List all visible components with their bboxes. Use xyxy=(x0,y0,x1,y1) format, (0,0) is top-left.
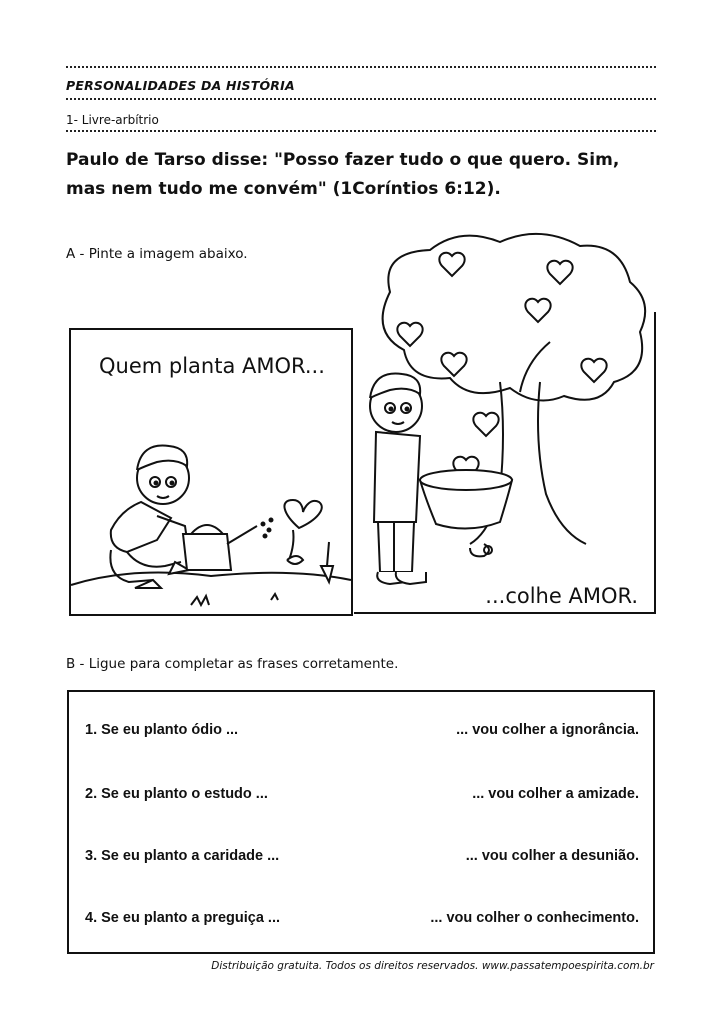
boy-harvesting-hearts-illustration xyxy=(350,232,654,612)
left-panel-caption: Quem planta AMOR... xyxy=(99,354,325,378)
top-dotted-rule xyxy=(66,66,656,68)
left-illustration-panel xyxy=(69,328,353,616)
matching-row xyxy=(85,848,639,868)
quote-line-2: mas nem tudo me convém" (1Coríntios 6:12). xyxy=(66,179,501,199)
title-dotted-rule xyxy=(66,98,656,100)
subtitle-dotted-rule xyxy=(66,130,656,132)
matching-right-item[interactable]: ... vou colher a ignorância. xyxy=(456,722,639,738)
right-panel-caption: ...colhe AMOR. xyxy=(485,584,638,608)
matching-right-item[interactable]: ... vou colher a amizade. xyxy=(472,786,639,802)
matching-left-item[interactable]: 2. Se eu planto o estudo ... xyxy=(85,786,268,802)
footer-credit: Distribuição gratuita. Todos os direitos reservados. www.passatempoespirita.com.br xyxy=(211,960,654,972)
matching-row xyxy=(85,910,639,930)
matching-left-item[interactable]: 4. Se eu planto a preguiça ... xyxy=(85,910,280,926)
right-illustration-panel xyxy=(354,312,656,614)
exercise-subtitle: 1- Livre-arbítrio xyxy=(66,113,159,127)
matching-exercise-box xyxy=(67,690,655,954)
matching-row xyxy=(85,722,639,742)
matching-left-item[interactable]: 3. Se eu planto a caridade ... xyxy=(85,848,280,864)
matching-row xyxy=(85,786,639,806)
boy-watering-heart-illustration xyxy=(71,330,351,614)
quote-line-1: Paulo de Tarso disse: "Posso fazer tudo o que quero. Sim, xyxy=(66,150,620,170)
matching-left-item[interactable]: 1. Se eu planto ódio ... xyxy=(85,722,239,738)
section-title: PERSONALIDADES DA HISTÓRIA xyxy=(66,78,295,93)
quote-block xyxy=(66,146,666,204)
matching-right-item[interactable]: ... vou colher a desunião. xyxy=(465,848,639,864)
section-b-instruction: B - Ligue para completar as frases corretamente. xyxy=(66,656,399,672)
section-a-instruction: A - Pinte a imagem abaixo. xyxy=(66,246,248,262)
matching-right-item[interactable]: ... vou colher o conhecimento. xyxy=(430,910,639,926)
